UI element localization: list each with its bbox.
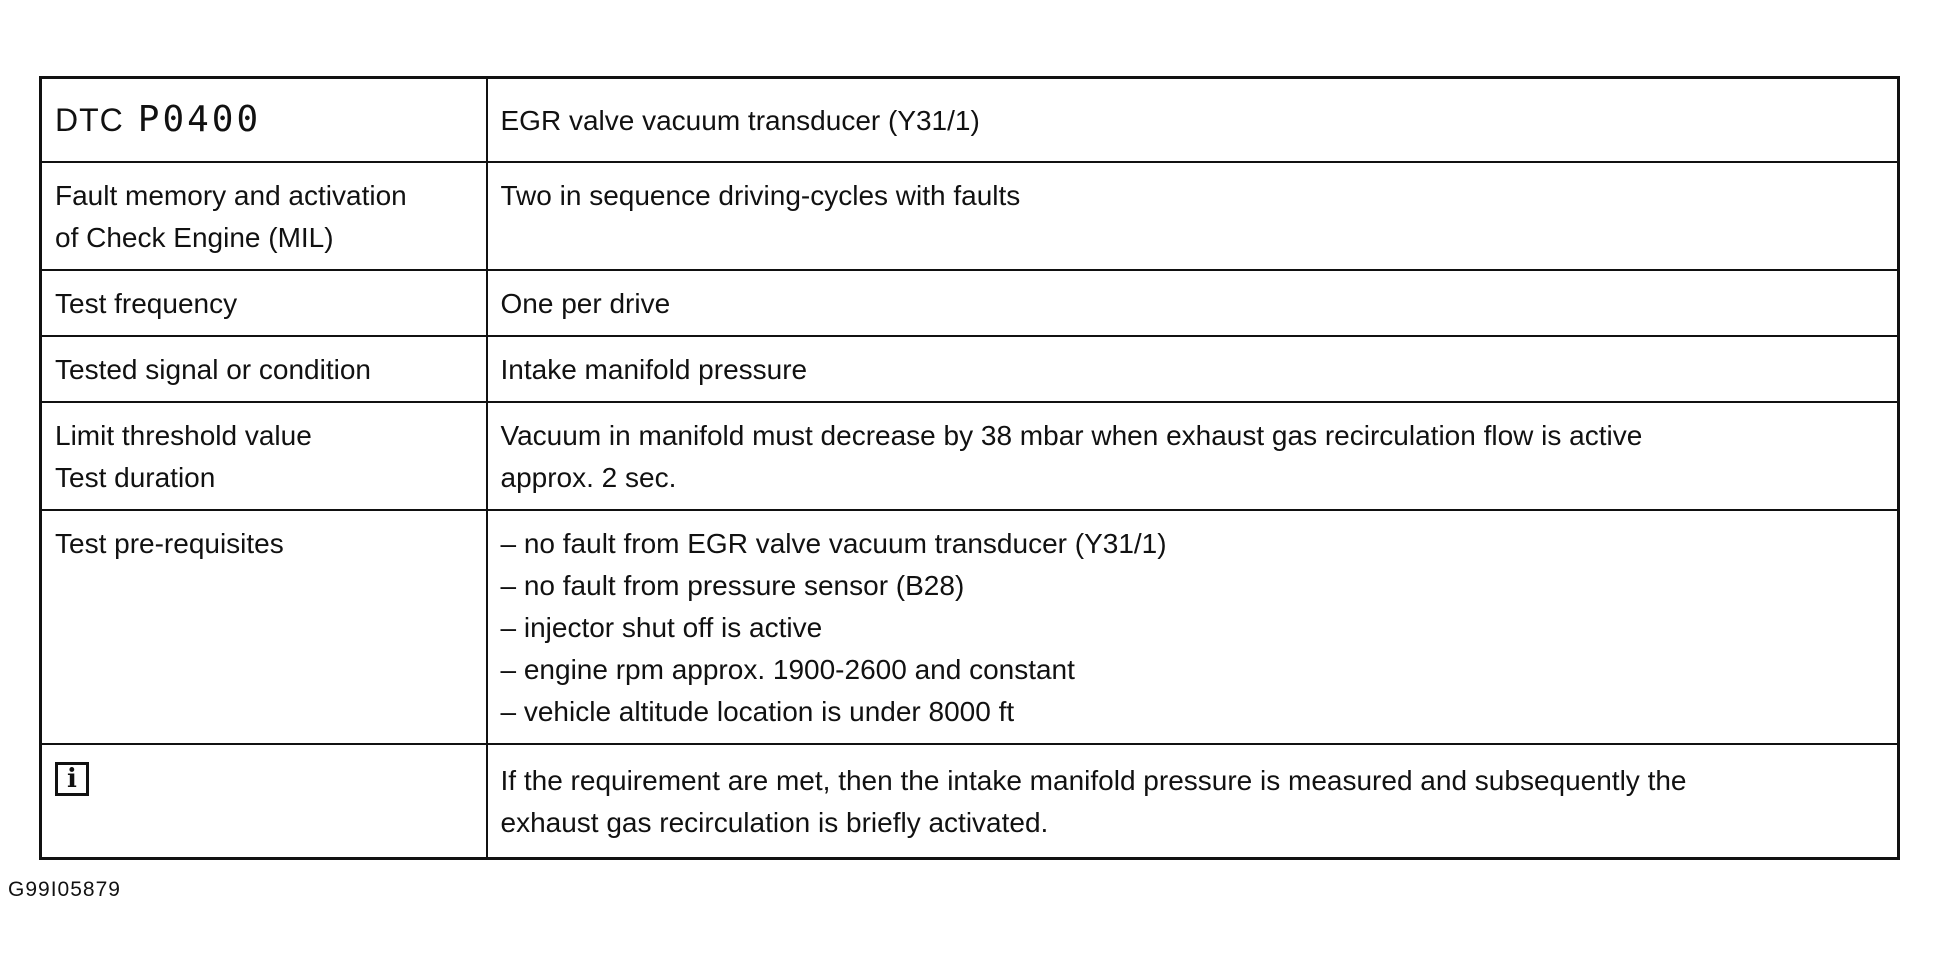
prerequisite-item: – no fault from pressure sensor (B28) [500,569,965,601]
row-value-line: approx. 2 sec. [500,461,677,493]
figure-id: G99I05879 [8,878,121,901]
table-row [41,510,1899,744]
row-label-line: Limit threshold value [55,419,312,451]
component-name: EGR valve vacuum transducer (Y31/1) [500,104,980,136]
dtc-cell [41,78,487,162]
prerequisite-item: – injector shut off is active [500,611,823,643]
prerequisite-item: – engine rpm approx. 1900-2600 and constant [500,653,1075,685]
info-note-line: If the requirement are met, then the intake manifold pressure is measured and subsequently the [500,764,1687,796]
row-label-cell [41,336,487,402]
info-icon: i [55,762,89,796]
row-value-line: One per drive [500,287,671,319]
prerequisite-item: – no fault from EGR valve vacuum transducer (Y31/1) [500,527,1167,559]
row-label-cell [41,402,487,510]
row-label-line: of Check Engine (MIL) [55,221,334,253]
row-label-line: Fault memory and activation [55,179,407,211]
row-value-cell [487,162,1899,270]
table-row-info [41,744,1899,859]
table-row [41,336,1899,402]
info-note-cell [487,744,1899,859]
row-label-line: Test duration [55,461,216,493]
prerequisite-item: – vehicle altitude location is under 8000 ft [500,695,1015,727]
dtc-code: P0400 [137,98,262,140]
info-note-line: exhaust gas recirculation is briefly activated. [500,806,1049,838]
row-label-line: Tested signal or condition [55,353,371,385]
row-label-cell [41,270,487,336]
row-label-line: Test frequency [55,287,238,319]
info-icon-cell [41,744,487,859]
table-row [41,270,1899,336]
row-value-line: Two in sequence driving-cycles with faults [500,179,1021,211]
row-value-line: Intake manifold pressure [500,353,808,385]
dtc-label: DTC [55,101,124,138]
row-value-cell [487,402,1899,510]
component-cell [487,78,1899,162]
row-label-cell [41,510,487,744]
row-label-cell [41,162,487,270]
table-row-header [41,78,1899,162]
row-value-line: Vacuum in manifold must decrease by 38 mbar when exhaust gas recirculation flow is active [500,419,1643,451]
row-value-cell [487,510,1899,744]
dtc-info-table [39,76,1900,860]
row-value-cell [487,336,1899,402]
table-row [41,402,1899,510]
table-row [41,162,1899,270]
row-value-cell [487,270,1899,336]
row-label-line: Test pre-requisites [55,527,284,559]
